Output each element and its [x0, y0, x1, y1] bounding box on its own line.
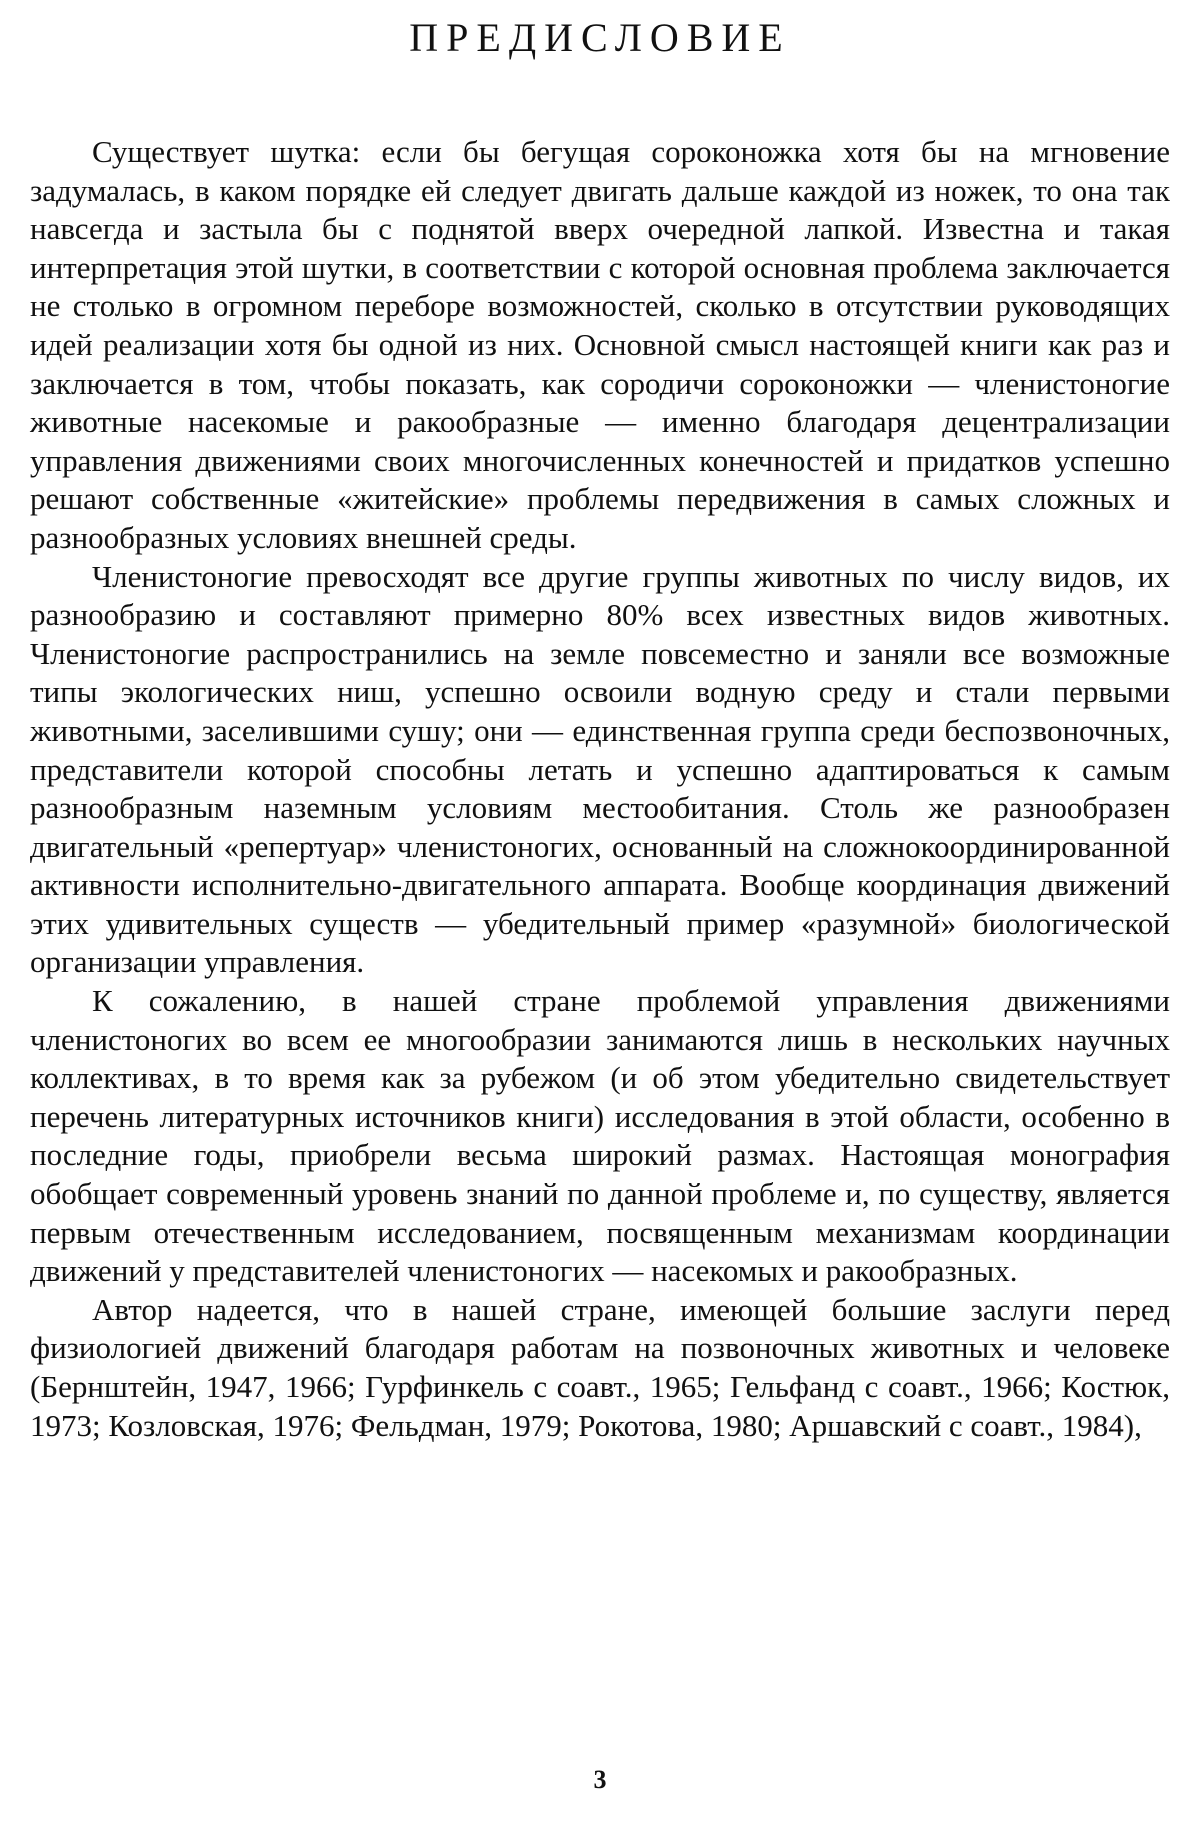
paragraph-4: Автор надеется, что в нашей стране, имеющей большие заслуги перед физиологией движений благодаря работам на позвоночных животных и человеке (Бернштейн, 1947, 1966; Гурфинкель с соавт., 1965; Гельфанд с соавт., 1966; Костюк, 1973; Козловская, 1976; Фельдман, 1979; Рокотова, 1980; Аршавский с соавт., 1984), — [30, 1291, 1170, 1443]
paragraph-3: К сожалению, в нашей стране проблемой управления движениями членистоногих во всем ее многообразии занимаются лишь в нескольких научных коллективах, в то время как за рубежом (и об этом убедительно свидетельствует перечень литературных источников книги) исследования в этой области, особенно в последние годы, приобрели весьма широкий размах. Настоящая монография обобщает современный уровень знаний по данной проблеме и, по существу, является первым отечественным исследованием, посвященным механизмам координации движений у представителей членистоногих — насекомых и ракообразных. — [30, 983, 1170, 1289]
book-page — [30, 0, 1170, 1825]
page-number: 3 — [593, 1765, 607, 1794]
page-title: ПРЕДИСЛОВИЕ — [409, 15, 791, 60]
preface-text — [30, 133, 1170, 1445]
paragraph-1: Существует шутка: если бы бегущая сороконожка хотя бы на мгновение задумалась, в каком порядке ей следует двигать дальше каждой из ножек, то она так навсегда и застыла бы с поднятой вверх очередной лапкой. Известна и такая интерпретация этой шутки, в соответствии с которой основная проблема заключается не столько в огромном переборе возможностей, сколько в отсутствии руководящих идей реализации хотя бы одной из них. Основной смысл настоящей книги как раз и заключается в том, чтобы показать, как сородичи сороконожки — членистоногие животные насекомые и ракообразные — именно благодаря децентрализации управления движениями своих многочисленных конечностей и придатков успешно решают собственные «житейские» проблемы передвижения в самых сложных и разнообразных условиях внешней среды. — [30, 134, 1170, 555]
paragraph-2: Членистоногие превосходят все другие группы животных по числу видов, их разнообразию и составляют примерно 80% всех известных видов животных. Членистоногие распространились на земле повсеместно и заняли все возможные типы экологических ниш, успешно освоили водную среду и стали первыми животными, заселившими сушу; они — единственная группа среди беспозвоночных, представители которой способны летать и успешно адаптироваться к самым разнообразным наземным условиям местообитания. Столь же разнообразен двигательный «репертуар» членистоногих, основанный на сложнокоординированной активности исполнительно-двигательного аппарата. Вообще координация движений этих удивительных существ — убедительный пример «разумной» биологической организации управления. — [30, 558, 1170, 980]
